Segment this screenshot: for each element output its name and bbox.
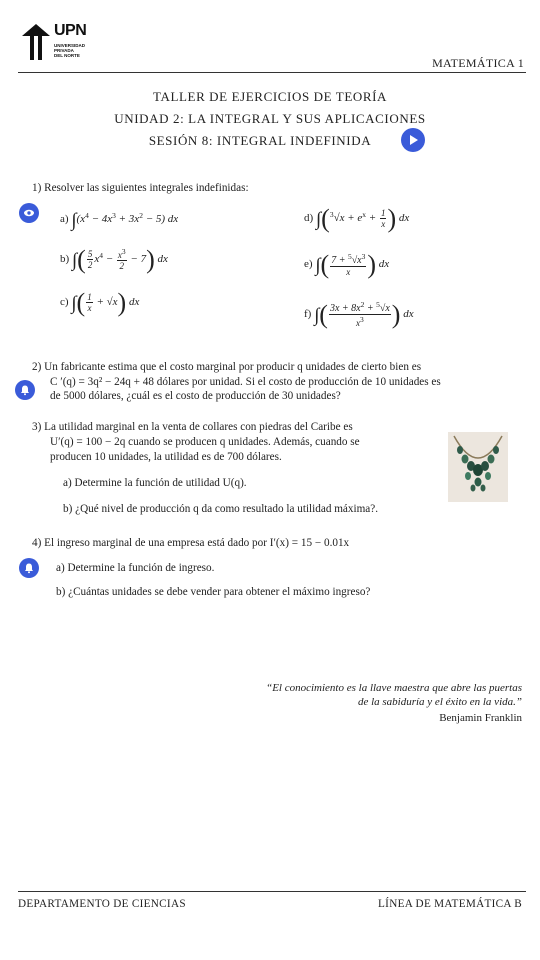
bell-button-1[interactable] (15, 380, 35, 400)
q1-item-b: b) ∫( $\frac{5}{2}$ $x^4$ − $\frac{x^3}{2}$ − 7) dx (60, 245, 168, 274)
eye-icon (23, 207, 35, 219)
q3-line-2: U′(q) = 100 − 2q cuando se producen q unidades. Además, cuando se (50, 436, 360, 448)
bell-icon (23, 562, 35, 574)
q1-b-label: b) (60, 253, 70, 265)
q1-f-label: f) (304, 308, 312, 320)
q2-line-1: 2) Un fabricante estima que el costo marginal por producir q unidades de cierto bien es (32, 361, 422, 373)
q3-line-1: 3) La utilidad marginal en la venta de collares con piedras del Caribe es (32, 421, 353, 433)
logo-name: UPN (54, 22, 87, 39)
logo-sub-2: PRIVADA (54, 48, 74, 53)
q1-prompt: 1) Resolver las siguientes integrales indefinidas: (32, 182, 249, 194)
necklace-image (448, 432, 508, 502)
q2-line-3: de 5000 dólares, ¿cuál es el costo de producción de 30 unidades? (50, 390, 341, 402)
title-line-1: TALLER DE EJERCICIOS DE TEORÍA (152, 89, 388, 104)
q1-d-label: d) (304, 212, 314, 224)
quote-author: Benjamin Franklin (439, 712, 522, 724)
quote-line-1: “El conocimiento es la llave maestra que abre las puertas (266, 682, 522, 694)
quote-line-2: de la sabiduría y el éxito en la vida.” (357, 696, 522, 708)
q3-a: a) Determine la función de utilidad U(q). (63, 477, 247, 489)
header-rule (18, 72, 526, 73)
q3-line-3: producen 10 unidades, la utilidad es de 700 dólares. (50, 451, 282, 463)
logo-sub-3: DEL NORTE (54, 53, 80, 58)
play-button[interactable] (401, 128, 425, 152)
footer-rule (18, 891, 526, 892)
q4-line-1: 4) El ingreso marginal de una empresa está dado por I′(x) = 15 − 0.01x (32, 537, 350, 549)
q1-a-label: a) (60, 213, 69, 225)
q3-b: b) ¿Qué nivel de producción q da como resultado la utilidad máxima?. (63, 503, 379, 515)
footer-right: LÍNEA DE MATEMÁTICA B (378, 898, 522, 910)
necklace-illustration (448, 432, 508, 502)
q1-c-label: c) (60, 296, 69, 308)
q2-line-2: C ′(q) = 3q² − 24q + 48 dólares por unidad. Si el costo de producción de 10 unidades es (50, 376, 441, 388)
q1-item-a: a) $\int(x^4 - 4x^3 + 3x^2 - 5)$ dx (60, 210, 179, 231)
q1-item-c: c) ∫( $\frac{1}{x}$ + √x) dx (60, 288, 140, 317)
play-icon (407, 134, 419, 146)
logo-sub-1: UNIVERSIDAD (54, 43, 86, 48)
q1-item-d: d) $\int(^3√x + e^x$ + $\frac{1}{x}$ ) dx (304, 204, 410, 233)
bell-button-2[interactable] (19, 558, 39, 578)
title-line-2: UNIDAD 2: LA INTEGRAL Y SUS APLICACIONES (114, 111, 426, 126)
bell-icon (19, 384, 31, 396)
q1-item-f: f) ∫( $\frac{3x + 8x^2 + ^5√x}{x^3}$ ) dx (304, 300, 414, 329)
upn-logo (22, 24, 102, 64)
footer-left: DEPARTAMENTO DE CIENCIAS (18, 898, 186, 910)
q1-e-label: e) (304, 258, 313, 270)
title-line-3: SESIÓN 8: INTEGRAL INDEFINIDA (148, 133, 372, 148)
upn-logo-mark-icon (22, 24, 50, 60)
course-name: MATEMÁTICA 1 (432, 56, 524, 70)
q4-b: b) ¿Cuántas unidades se debe vender para obtener el máximo ingreso? (56, 586, 371, 598)
q1-item-e: e) ∫( $\frac{7 + ^5√x^3}{x}$ ) dx (304, 250, 390, 279)
q4-a: a) Determine la función de ingreso. (56, 562, 215, 574)
eye-button[interactable] (19, 203, 39, 223)
